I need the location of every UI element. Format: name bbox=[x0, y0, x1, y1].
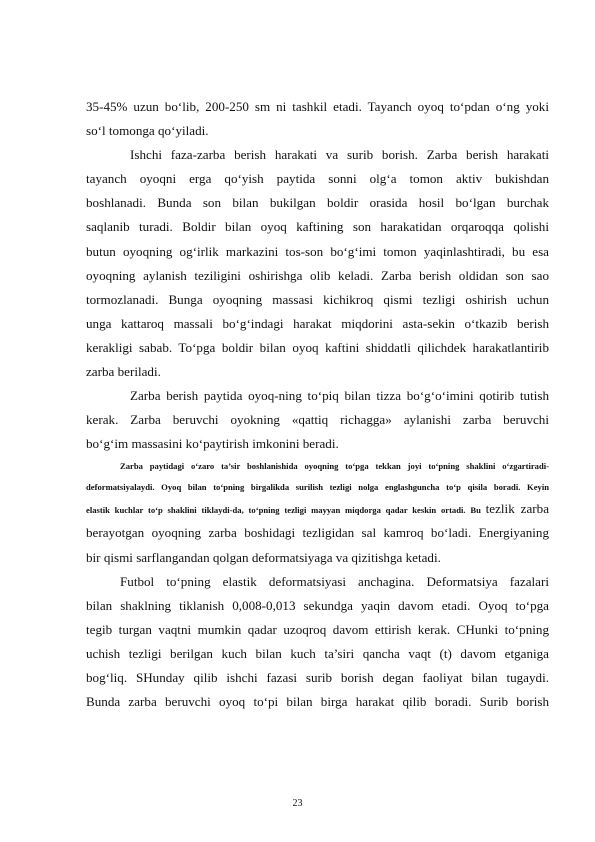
text-line: Zarba berish paytida oyoq-ning to‘piq bilan tizza bo‘g‘o‘imini qotirib tutish bbox=[130, 388, 549, 404]
text-line: oyoqning aylanish teziligini oshirishga olib keladi. Zarba berish oldidan son sao bbox=[86, 267, 549, 283]
paragraph-4 bbox=[86, 456, 549, 569]
paragraph-5 bbox=[86, 570, 549, 715]
text-line: saqlanib turadi. Boldir bilan oyoq kaftining son harakatidan orqaroqqa qolishi bbox=[86, 219, 549, 235]
regular-text-span: tezlik zarba bbox=[485, 501, 550, 517]
small-text-line: Zarba paytidagi o‘zaro ta’sir boshlanishida oyoqning to‘pga tekkan joyi to‘pning shaklini o‘zgartiradi- bbox=[120, 461, 549, 472]
paragraph-1 bbox=[86, 95, 549, 143]
small-text-line: deformatsiyalaydi. Oyoq bilan to‘pning birgalikda surilish tezligi nolga englashguncha to‘p qisila boradi. Keyin bbox=[86, 482, 549, 493]
text-line: tormozlanadi. Bunga oyoqning massasi kichikroq qismi tezligi oshirish uchun bbox=[86, 291, 549, 307]
paragraph-2 bbox=[86, 143, 549, 384]
text-line: unga kattaroq massali bo‘g‘indagi harakat miqdorini asta-sekin o‘tkazib berish bbox=[86, 315, 549, 331]
text-line: kerak. Zarba beruvchi oyokning «qattiq richagga» aylanishi zarba beruvchi bbox=[86, 412, 549, 428]
text-line: zarba beriladi. bbox=[86, 364, 161, 380]
text-line: Ishchi faza-zarba berish harakati va surib borish. Zarba berish harakati bbox=[130, 147, 549, 163]
paragraph-3 bbox=[86, 384, 549, 456]
text-line: tegib turgan vaqtni mumkin qadar uzoqroq davom ettirish kerak. CHunki to‘pning bbox=[86, 621, 549, 637]
text-line: Bunda zarba beruvchi oyoq to‘pi bilan birga harakat qilib boradi. Surib borish bbox=[86, 694, 549, 710]
text-line: so‘l tomonga qo‘yiladi. bbox=[86, 123, 209, 139]
text-line: butun oyoqning og‘irlik markazini tos-son bo‘g‘imi tomon yaqinlashtiradi, bu esa bbox=[86, 243, 549, 259]
text-line: bo‘g‘im massasini ko‘paytirish imkonini beradi. bbox=[86, 436, 339, 452]
text-line: bilan shaklning tiklanish 0,008-0,013 sekundga yaqin davom etadi. Oyoq to‘pga bbox=[86, 597, 549, 613]
text-line: uchish tezligi berilgan kuch bilan kuch ta’siri qancha vaqt (t) davom etganiga bbox=[86, 645, 549, 661]
small-text-span: elastik kuchlar to‘p shaklini tiklaydi-da, to‘pning tezligi mayyan miqdorga qadar keskin ortadi. Bu bbox=[86, 505, 486, 516]
text-line: Futbol to‘pning elastik deformatsiyasi anchagina. Deformatsiya fazalari bbox=[120, 573, 549, 589]
text-line: boshlanadi. Bunda son bilan bukilgan boldir orasida hosil bo‘lgan burchak bbox=[86, 195, 549, 211]
text-line: berayotgan oyoqning zarba boshidagi tezligidan sal kamroq bo‘ladi. Energiyaning bbox=[86, 525, 549, 541]
page-number: 23 bbox=[292, 798, 303, 809]
text-line: tayanch oyoqni erga qo‘yish paytida sonni olg‘a tomon aktiv bukishdan bbox=[86, 171, 549, 187]
text-line: bog‘liq. SHunday qilib ishchi fazasi surib borish degan faoliyat bilan tugaydi. bbox=[86, 669, 549, 685]
text-line: bir qismi sarflangandan qolgan deformatsiyaga va qizitishga ketadi. bbox=[86, 549, 441, 565]
text-line: kerakligi sabab. To‘pga boldir bilan oyoq kaftini shiddatli qilichdek harakatlantirib bbox=[86, 339, 549, 355]
document-page bbox=[86, 95, 549, 714]
small-text-line-mixed bbox=[86, 498, 549, 521]
text-line: 35-45% uzun bo‘lib, 200-250 sm ni tashkil etadi. Tayanch oyoq to‘pdan o‘ng yoki bbox=[86, 99, 549, 114]
